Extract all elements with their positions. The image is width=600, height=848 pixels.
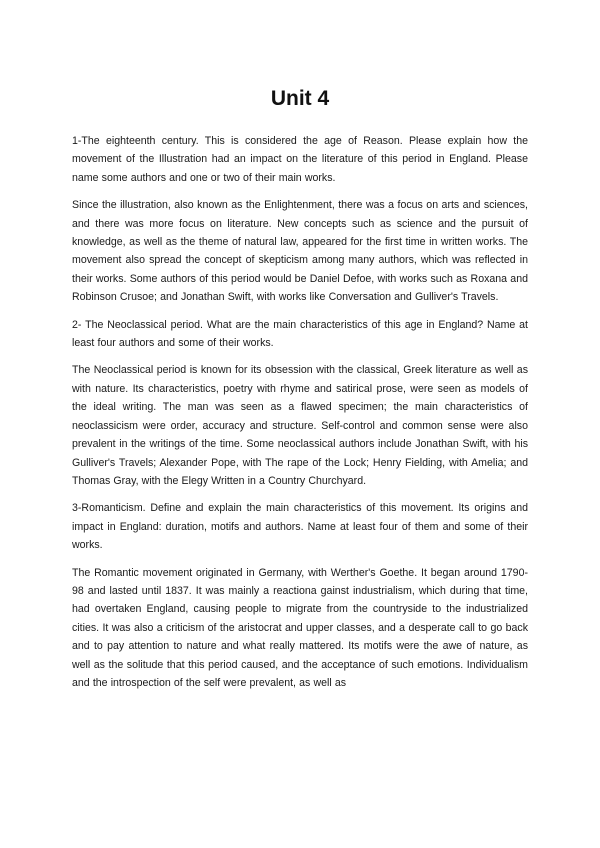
question-2: 2- The Neoclassical period. What are the main characteristics of this age in England? Name at least four authors and some of their works.	[72, 318, 528, 350]
question-3: 3-Romanticism. Define and explain the main characteristics of this movement. Its origins and impact in England: duration, motifs and authors. Name at least four of them and some of their works.	[72, 502, 528, 552]
page-title: Unit 4	[270, 87, 330, 110]
document-page	[72, 0, 528, 848]
question-1: 1-The eighteenth century. This is considered the age of Reason. Please explain how the movement of the Illustration had an impact on the literature of this period in England. Please name some authors and one or two of their main works.	[72, 135, 528, 184]
answer-2: The Neoclassical period is known for its obsession with the classical, Greek literature as well as with nature. Its characteristics, poetry with rhyme and satirical prose, were seen as models of the ideal writing. The man was seen as a flawed specimen; the main characteristics of neoclassicism were order, accuracy and structure. Self-control and common sense were also prevalent in the writings of the time. Some neoclassical authors include Jonathan Swift, with his Gulliver's Travels; Alexander Pope, with The rape of the Lock; Henry Fielding, with Amelia; and Thomas Gray, with the Elegy Written in a Country Churchyard.	[72, 364, 528, 487]
answer-3: The Romantic movement originated in Germany, with Werther's Goethe. It began around 1790-98 and lasted until 1837. It was mainly a reactiona gainst industrialism, which during that time, had overtaken England, causing people to migrate from the countryside to the industrialized cities. It was also a criticism of the aristocrat and upper classes, and a desperate call to go back and to pay attention to nature and what really mattered. Its motifs were the awe of nature, as well as the solitude that this period caused, and the acceptance of such emotions. Individualism and the introspection of the self were prevalent, as well as	[72, 566, 528, 689]
answer-1: Since the illustration, also known as the Enlightenment, there was a focus on arts and sciences, and there was more focus on literature. New concepts such as science and the pursuit of knowledge, as well as the theme of natural law, appeared for the first time in written works. The movement also spread the concept of skepticism among many authors, which was reflected in their works. Some authors of this period would be Daniel Defoe, with works such as Roxana and Robinson Crusoe; and Jonathan Swift, with works like Conversation and Gulliver's Travels.	[72, 199, 528, 304]
